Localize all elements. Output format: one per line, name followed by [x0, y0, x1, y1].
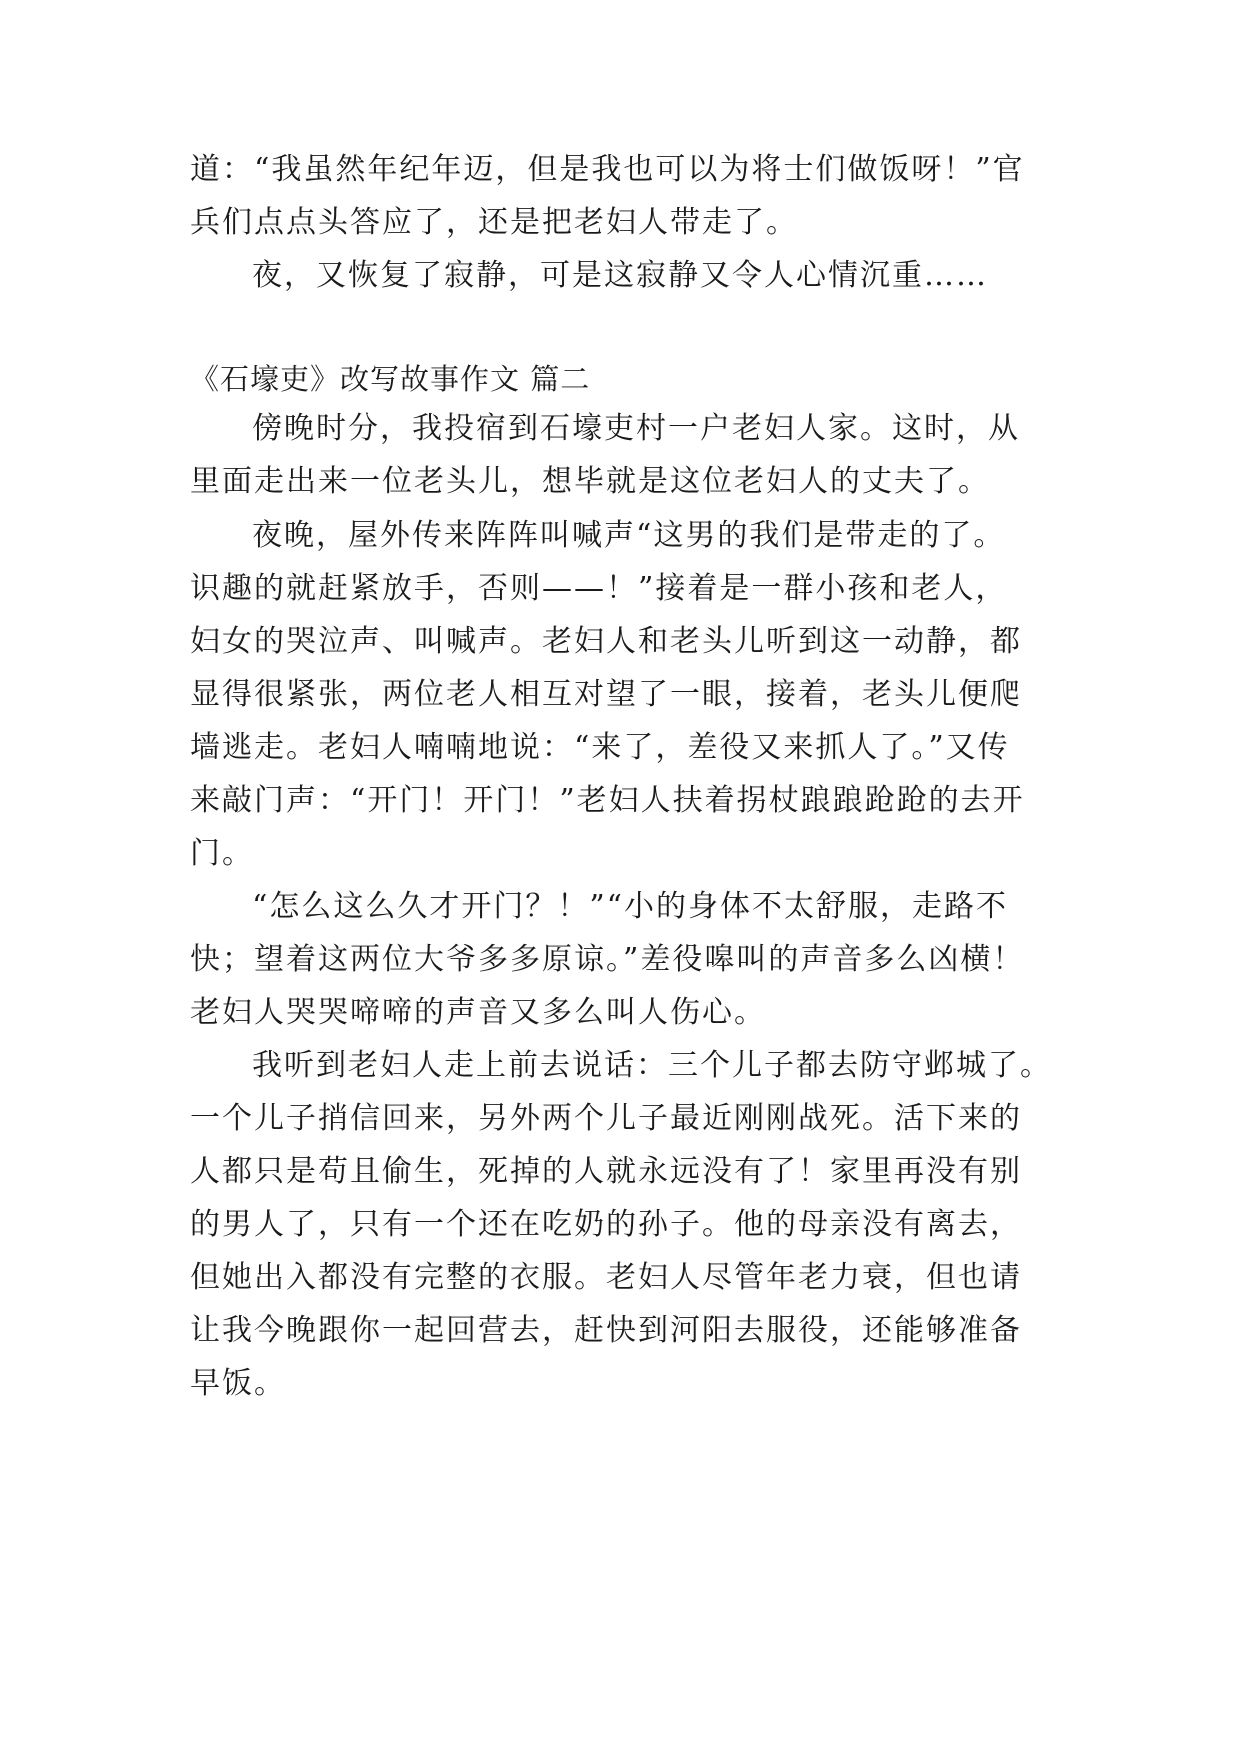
text-line: 我听到老妇人走上前去说话：三个儿子都去防守邺城了。 — [252, 1048, 1052, 1083]
text-line: “怎么这么久才开门？！”“小的身体不太舒服，走路不 — [252, 889, 1009, 924]
section-heading: 《石壕吏》改写故事作文 篇二 — [190, 362, 591, 396]
text-line: 夜，又恢复了寂静，可是这寂静又令人心情沉重…… — [252, 258, 988, 293]
text-line: 的男人了，只有一个还在吃奶的孙子。他的母亲没有离去， — [190, 1207, 1022, 1242]
document-page — [190, 0, 1070, 1754]
text-line: 但她出入都没有完整的衣服。老妇人尽管年老力衰，但也请 — [190, 1260, 1022, 1295]
text-line: 老妇人哭哭啼啼的声音又多么叫人伤心。 — [190, 995, 766, 1030]
text-line: 道：“我虽然年纪年迈，但是我也可以为将士们做饭呀！”官 — [190, 152, 1025, 187]
text-line: 傍晚时分，我投宿到石壕吏村一户老妇人家。这时，从 — [252, 411, 1020, 446]
text-line: 早饭。 — [190, 1366, 286, 1401]
text-line: 人都只是苟且偷生，死掉的人就永远没有了！家里再没有别 — [190, 1154, 1022, 1189]
text-line: 里面走出来一位老头儿，想毕就是这位老妇人的丈夫了。 — [190, 464, 990, 499]
text-line: 让我今晚跟你一起回营去，赶快到河阳去服役，还能够准备 — [190, 1313, 1022, 1348]
text-line: 夜晚，屋外传来阵阵叫喊声“这男的我们是带走的了。 — [252, 518, 1006, 553]
text-line: 墙逃走。老妇人喃喃地说：“来了，差役又来抓人了。”又传 — [190, 730, 1010, 765]
text-line: 兵们点点头答应了，还是把老妇人带走了。 — [190, 205, 798, 240]
text-line: 一个儿子捎信回来，另外两个儿子最近刚刚战死。活下来的 — [190, 1101, 1022, 1136]
text-line: 显得很紧张，两位老人相互对望了一眼，接着，老头儿便爬 — [190, 677, 1022, 712]
text-line: 识趣的就赶紧放手，否则——！”接着是一群小孩和老人， — [190, 571, 1008, 606]
text-line: 妇女的哭泣声、叫喊声。老妇人和老头儿听到这一动静，都 — [190, 624, 1022, 659]
text-line: 快；望着这两位大爷多多原谅。”差役嗥叫的声音多么凶横！ — [190, 942, 1025, 977]
text-line: 门。 — [190, 836, 254, 871]
text-line: 来敲门声：“开门！开门！”老妇人扶着拐杖踉踉跄跄的去开 — [190, 783, 1025, 818]
